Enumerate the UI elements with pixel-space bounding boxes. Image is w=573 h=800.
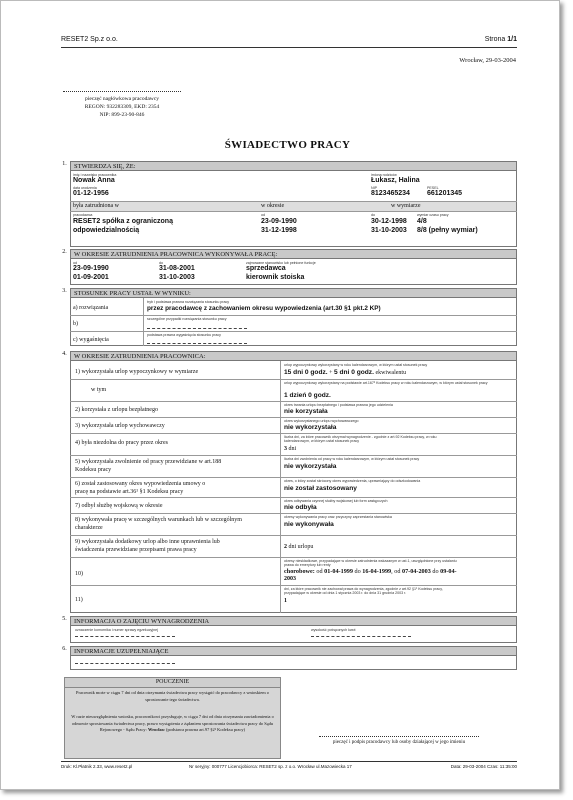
employer-name-line2: odpowiedzialnością bbox=[73, 227, 140, 234]
stamp-label: pieczęć nagłówkowa pracodawcy bbox=[85, 96, 159, 102]
employee-name: Nowak Anna bbox=[73, 177, 115, 184]
sick-leave-periods: chorobowe: od 01-04-1999 do 16-04-1999, od 07-04-2003 do 09-04- bbox=[284, 568, 457, 575]
stamp-line bbox=[63, 91, 181, 92]
instruction-box bbox=[64, 677, 281, 759]
dim-value-1: 4/8 bbox=[417, 218, 427, 225]
footer-datetime: Data: 29-03-2004 Czas: 11:35:00 bbox=[450, 764, 517, 769]
regon-line: REGON: 932283309, EKD: 2354 bbox=[84, 104, 160, 110]
job-from: 23-09-1990 bbox=[73, 265, 109, 272]
place-date: Wrocław, 29-03-2004 bbox=[459, 57, 516, 64]
job-from: 01-09-2001 bbox=[73, 274, 109, 281]
job-to: 31-10-2003 bbox=[159, 274, 195, 281]
birth-date: 01-12-1956 bbox=[73, 190, 109, 197]
section-2: 2. W OKRESIE ZATRUDNIENIA PRACOWNICA WYKONYWAŁA PRACĘ: od do zajmowane stanowisko lub pełnione funkcje 23-09-1990 31-08-2001 sprzedawca 01-09-2001 31-10-2003 kierownik stoiska bbox=[61, 249, 517, 285]
section-header: STWIERDZA SIĘ, ŻE: bbox=[70, 161, 517, 171]
termination-value: przez pracodawcę z zachowaniem okresu wypowiedzenia (art.30 §1 pkt.2 KP) bbox=[147, 305, 381, 312]
job-position: kierownik stoiska bbox=[246, 274, 305, 281]
footer-license: Nr seryjny: 000777 Licencjobiorca: RESET2 sp. z o.o. Wrocław ul.Mazowiecka 17 bbox=[189, 764, 352, 769]
period-from: 23-09-1990 bbox=[261, 218, 297, 225]
period-to: 31-12-1998 bbox=[261, 227, 297, 234]
page-header bbox=[61, 35, 517, 48]
section-header: STOSUNEK PRACY USTAŁ W WYNIKU: bbox=[70, 288, 517, 298]
employer-stamp bbox=[63, 95, 181, 119]
parents-names: Łukasz, Halina bbox=[371, 177, 420, 184]
termination-label: a) rozwiązania bbox=[73, 305, 109, 311]
section-header: W OKRESIE ZATRUDNIENIA PRACOWNICA WYKONYWAŁA PRACĘ: bbox=[70, 249, 517, 259]
job-position: sprzedawca bbox=[246, 265, 286, 272]
section-6: 6. INFORMACJE UZUPEŁNIAJĄCE bbox=[61, 646, 517, 670]
section-5: 5. INFORMACJA O ZAJĘCIU WYNAGRODZENIA oznaczenie komornika i numer sprawy egzekucyjnej wysokość potrąconych kwot bbox=[61, 616, 517, 643]
instruction-title: POUCZENIE bbox=[65, 678, 280, 688]
document-title: ŚWIADECTWO PRACY bbox=[224, 139, 351, 151]
page-number: Strona 1/1 bbox=[484, 36, 517, 43]
instruction-paragraph-1: Pracownik może w ciągu 7 dni od dnia otrzymania świadectwa pracy wystąpić do pracodawcy z wnioskiem o sprostowanie tego świadectwa. bbox=[76, 690, 269, 702]
instruction-paragraph-2: W razie nieuwzględnienia wniosku, pracownikowi przysługuje, w ciągu 7 dni od dnia otrzymania zawiadomienia o odmowie sprostowania świadectwa pracy, prawo wystąpienia z żądaniem sprostowania świadectwa pracy do Sądu Rejonowego - Sądu Pracy: Wrocław (podstawa prawna art.97 §2¹ Kodeksu pracy) bbox=[71, 714, 274, 732]
job-to: 31-08-2001 bbox=[159, 265, 195, 272]
section-header: INFORMACJE UZUPEŁNIAJĄCE bbox=[70, 646, 517, 656]
section-header: W OKRESIE ZATRUDNIENIA PRACOWNICA: bbox=[70, 351, 517, 361]
section-1: 1. STWIERDZA SIĘ, ŻE: imię i nazwisko pracownika Nowak Anna imiona rodziców Łukasz, Halina data urodzenia 01-12-1956 NIP 8123465234 PESEL 661201345 była zatrudniona w w okresie w wymiarze pracodawca RESET2 spółka z ograniczoną odpowiedzialnością od 23-09-1990 31-12-1998 do 30-12-1998 31-10-2003 wymiar czasu pracy 4/8 8/8 (pełny wymiar) bbox=[61, 161, 517, 247]
employee-nip: 8123465234 bbox=[371, 190, 410, 197]
employer-name-line1: RESET2 spółka z ograniczoną bbox=[73, 218, 173, 225]
employee-pesel: 661201345 bbox=[427, 190, 463, 197]
signature-line bbox=[319, 736, 479, 737]
signature-label: pieczęć i podpis pracodawcy lub osoby działającej w jego imieniu bbox=[332, 740, 466, 745]
dim-value-2: 8/8 (pełny wymiar) bbox=[417, 227, 478, 234]
footer-print-info: Druk: Kl.Płatnik 2.33, www.reset2.pl bbox=[61, 764, 133, 769]
company-name: RESET2 Sp.z o.o. bbox=[61, 36, 118, 43]
section-3: 3. STOSUNEK PRACY USTAŁ W WYNIKU: a) rozwiązania tryb i podstawa prawna rozwiązania stosunku pracy przez pracodawcę z zachowaniem okresu wypowiedzenia (art.30 §1 pkt.2 KP) b) szczególne przypadki rozwiązania stosunku pracy c) wygaśnięcia podstawa prawna wygaśnięcia stosunku pracy bbox=[61, 288, 517, 346]
section-number: 1. bbox=[62, 161, 67, 167]
nip-line: NIP: 899-23-90-846 bbox=[99, 112, 145, 118]
dim-date-1: 30-12-1998 bbox=[371, 218, 407, 225]
section-4: 4. W OKRESIE ZATRUDNIENIA PRACOWNICA: 1) wykorzystała urlop wypoczynkowy w wymiarze urlop wypoczynkowy wykorzystany w roku kalendarzowym, w którym ustał stosunek pracy 15 dni 0 godz. + 5 dni 0 godz. ekwiwalentu w tym urlop wypoczynkowy wykorzystany na podstawie art.167² Kodeksu pracy w roku kalendarzowym, w którym ustał stosunek pracy 1 dzień 0 godz. 2) korzystała z urlopu bezpłatnego okres trwania urlopu bezpłatnego i podstawa prawna jego udzielenia nie korzystała 3) wykorzystała urlop wychowawczy okres wykorzystanego urlopu wychowawczego nie wykorzystała 4) była niezdolna do pracy przez okres liczba dni, za które pracownik otrzymał wynagrodzenie - zgodnie z art.92 Kodeksu pracy, w roku kalendarzowym, w którym ustał stosunek pracy 3 dni 5) wykorzystała zwolnienie od pracy przewidziane w art.188 Kodeksu pracy liczba dni zwolnienia od pracy w roku kalendarzowym, w którym ustał stosunek pracy nie wykorzystała 6) został zastosowany okres wypowiedzenia umowy o pracę na podstawie art.36¹ §1 Kodeksu pracy okres, o który został skrócony okres wypowiedzenia, uprawniający do odszkodowania nie został zastosowany 7) odbył służbę wojskową w okresie okres odbywania czynnej służby wojskowej lub form zastępczych nie odbyła 8) wykonywała pracę w szczególnych warunkach lub w szczególnym charakterze okresy wykonywania pracy oraz przyczyny zaprzestania stanowiska nie wykonywała 9) wykorzystała dodatkowy urlop albo inne uprawnienia lub świadczenia przewidziane przepisami prawa pracy 2 dni urlopu 10) okresy nieskładkowe, przypadające w okresie zatrudnienia wskazanym w ust.1, uwzględnione przy ustalaniu prawa do emerytury lub renty chorobowe: od 01-04-1999 do 16-04-1999, od 07-04-2003 do 09-04- 2003 11) dni, za które pracownik nie zachował prawa do wynagrodzenia, zgodnie z art.92 §1¹ Kodeksu pracy, przypadające w okresie od dnia 1 stycznia 2003 r. do dnia 31 grudnia 2003 r. 1 bbox=[61, 351, 517, 613]
dim-date-2: 31-10-2003 bbox=[371, 227, 407, 234]
leave-value: 15 dni 0 godz. + 5 dni 0 godz. ekwiwalentu bbox=[284, 369, 407, 376]
page-footer bbox=[61, 761, 517, 769]
section-header: INFORMACJA O ZAJĘCIU WYNAGRODZENIA bbox=[70, 616, 517, 626]
